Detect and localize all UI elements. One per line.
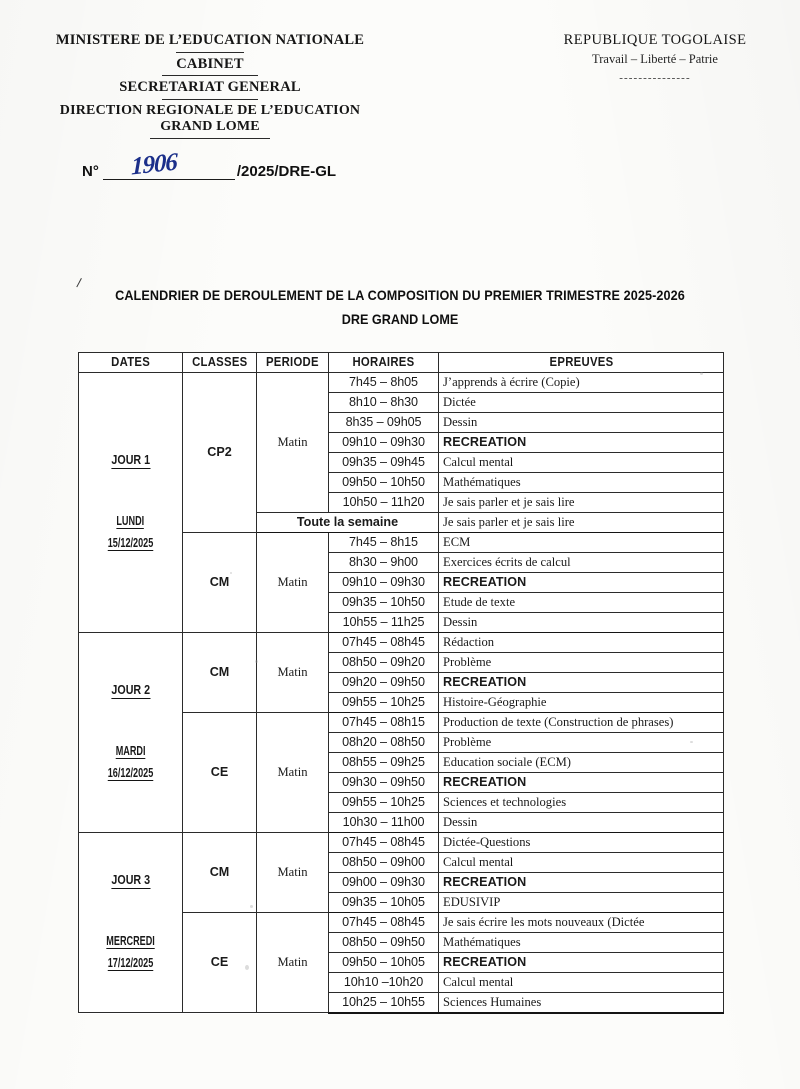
- cell-epreuve: Calcul mental: [439, 853, 724, 873]
- cell-periode: Matin: [257, 373, 329, 513]
- table-body: [79, 373, 724, 1013]
- cell-horaire: 07h45 – 08h45: [329, 913, 439, 933]
- date-value: 17/12/2025: [107, 956, 154, 971]
- date-day-label: LUNDI: [116, 513, 145, 528]
- cell-epreuve: Dessin: [439, 413, 724, 433]
- cell-epreuve: Je sais écrire les mots nouveaux (Dictée: [439, 913, 724, 933]
- date-day-label: MERCREDI: [106, 933, 155, 948]
- date-jour-label: JOUR 1: [111, 454, 150, 469]
- cell-periode: Matin: [257, 633, 329, 713]
- cell-epreuve: Calcul mental: [439, 973, 724, 993]
- cell-horaire: 10h50 – 11h20: [329, 493, 439, 513]
- header-divider-3: [162, 99, 258, 100]
- cell-epreuve: Exercices écrits de calcul: [439, 553, 724, 573]
- cell-dates: [79, 633, 183, 833]
- cell-epreuve: Histoire-Géographie: [439, 693, 724, 713]
- cell-epreuve: Dictée: [439, 393, 724, 413]
- regional-direction-line1: DIRECTION REGIONALE DE L’EDUCATION: [59, 102, 361, 118]
- cell-epreuve: Rédaction: [439, 633, 724, 653]
- cell-horaire: 09h55 – 10h25: [329, 693, 439, 713]
- cell-epreuve: EDUSIVIP: [439, 893, 724, 913]
- cell-horaire: 08h50 – 09h50: [329, 933, 439, 953]
- cell-horaire: 09h20 – 09h50: [329, 673, 439, 693]
- reference-suffix: /2025/DRE-GL: [236, 163, 337, 180]
- scan-speck: [690, 741, 693, 743]
- table-header-row: [79, 353, 724, 373]
- cell-horaire: 09h35 – 09h45: [329, 453, 439, 473]
- scan-speck: [250, 905, 253, 908]
- cell-horaire: 09h35 – 10h50: [329, 593, 439, 613]
- cell-epreuve: Dessin: [439, 813, 724, 833]
- cell-horaire: 09h50 – 10h05: [329, 953, 439, 973]
- cell-periode: Matin: [257, 833, 329, 913]
- column-header-periode: PERIODE: [257, 353, 329, 373]
- header-divider-1: [176, 52, 244, 53]
- table-row: [79, 633, 724, 653]
- date-day-label: MARDI: [115, 743, 146, 758]
- cell-horaire: 09h30 – 09h50: [329, 773, 439, 793]
- table-row: [79, 833, 724, 853]
- cell-horaire: 07h45 – 08h45: [329, 833, 439, 853]
- cell-periode: Matin: [257, 713, 329, 833]
- scan-speck: [245, 965, 249, 970]
- cell-dates: [79, 373, 183, 633]
- cell-horaire: 8h30 – 9h00: [329, 553, 439, 573]
- cell-classe: CM: [183, 833, 257, 913]
- cell-toute-la-semaine: Toute la semaine: [257, 513, 439, 533]
- reference-underline: [103, 179, 235, 180]
- cell-horaire: 7h45 – 8h05: [329, 373, 439, 393]
- cell-epreuve: J’apprends à écrire (Copie): [439, 373, 724, 393]
- cell-epreuve: Production de texte (Construction de phrases): [439, 713, 724, 733]
- column-header-epreuves: EPREUVES: [439, 353, 724, 373]
- date-value: 15/12/2025: [107, 536, 154, 551]
- cell-epreuve: Dictée-Questions: [439, 833, 724, 853]
- scan-speck: [700, 372, 703, 375]
- cell-horaire: 08h50 – 09h20: [329, 653, 439, 673]
- cell-horaire: 09h10 – 09h30: [329, 573, 439, 593]
- secretariat-label: SECRETARIAT GENERAL: [119, 79, 301, 95]
- cell-horaire: 10h30 – 11h00: [329, 813, 439, 833]
- cell-epreuve-recreation: RECREATION: [439, 953, 724, 973]
- column-header-dates: DATES: [79, 353, 183, 373]
- cell-horaire: 8h10 – 8h30: [329, 393, 439, 413]
- date-jour-label: JOUR 3: [111, 874, 150, 889]
- reference-number-slot: [103, 148, 235, 182]
- cell-epreuve: Mathématiques: [439, 473, 724, 493]
- cabinet-label: CABINET: [176, 55, 244, 72]
- cell-horaire: 08h20 – 08h50: [329, 733, 439, 753]
- calendar-table-wrapper: [78, 352, 723, 1014]
- cell-epreuve: Sciences Humaines: [439, 993, 724, 1013]
- cell-epreuve-recreation: RECREATION: [439, 673, 724, 693]
- cell-horaire: 10h10 –10h20: [329, 973, 439, 993]
- cell-horaire: 08h55 – 09h25: [329, 753, 439, 773]
- cell-horaire: 09h50 – 10h50: [329, 473, 439, 493]
- handwritten-reference-number: 1906: [130, 148, 177, 181]
- document-title-block: [0, 288, 800, 327]
- cell-epreuve: Sciences et technologies: [439, 793, 724, 813]
- cell-horaire: 09h00 – 09h30: [329, 873, 439, 893]
- cell-epreuve: ECM: [439, 533, 724, 553]
- cell-epreuve-recreation: RECREATION: [439, 573, 724, 593]
- cell-horaire: 8h35 – 09h05: [329, 413, 439, 433]
- cell-epreuve: Problème: [439, 733, 724, 753]
- page-title: CALENDRIER DE DEROULEMENT DE LA COMPOSITION DU PREMIER TRIMESTRE 2025-2026: [115, 288, 685, 303]
- cell-horaire: 7h45 – 8h15: [329, 533, 439, 553]
- regional-direction-line2: GRAND LOME: [160, 119, 260, 135]
- cell-dates: [79, 833, 183, 1013]
- reference-number-line: [82, 148, 337, 182]
- cell-epreuve-recreation: RECREATION: [439, 433, 724, 453]
- republic-header-block: [530, 32, 780, 83]
- header-divider-2: [162, 75, 258, 76]
- cell-horaire: 09h35 – 10h05: [329, 893, 439, 913]
- dashed-divider: ---------------: [619, 74, 691, 83]
- table-row: [79, 373, 724, 393]
- republic-name: REPUBLIQUE TOGOLAISE: [563, 32, 747, 48]
- cell-horaire: 10h55 – 11h25: [329, 613, 439, 633]
- cell-horaire: 07h45 – 08h15: [329, 713, 439, 733]
- scan-speck: [255, 660, 258, 663]
- column-header-classes: CLASSES: [183, 353, 257, 373]
- cell-horaire: 07h45 – 08h45: [329, 633, 439, 653]
- cell-horaire: 09h55 – 10h25: [329, 793, 439, 813]
- exam-calendar-table: [78, 352, 724, 1014]
- cell-epreuve: Education sociale (ECM): [439, 753, 724, 773]
- cell-periode: Matin: [257, 533, 329, 633]
- cell-horaire: 10h25 – 10h55: [329, 993, 439, 1013]
- cell-classe: CE: [183, 713, 257, 833]
- column-header-horaires: HORAIRES: [329, 353, 439, 373]
- reference-prefix: N°: [82, 163, 99, 180]
- scan-speck: [230, 572, 232, 574]
- cell-classe: CP2: [183, 373, 257, 533]
- cell-classe: CM: [183, 633, 257, 713]
- cell-epreuve: Je sais parler et je sais lire: [439, 493, 724, 513]
- cell-epreuve-recreation: RECREATION: [439, 773, 724, 793]
- cell-classe: CE: [183, 913, 257, 1013]
- page-subtitle: DRE GRAND LOME: [341, 312, 459, 327]
- header-divider-4: [150, 138, 270, 139]
- date-jour-label: JOUR 2: [111, 684, 150, 699]
- table-head: [79, 353, 724, 373]
- cell-epreuve: Dessin: [439, 613, 724, 633]
- cell-epreuve: Calcul mental: [439, 453, 724, 473]
- cell-horaire: 09h10 – 09h30: [329, 433, 439, 453]
- cell-epreuve: Etude de texte: [439, 593, 724, 613]
- cell-epreuve: Je sais parler et je sais lire: [439, 513, 724, 533]
- cell-horaire: 08h50 – 09h00: [329, 853, 439, 873]
- date-value: 16/12/2025: [107, 766, 154, 781]
- national-motto: Travail – Liberté – Patrie: [592, 52, 718, 66]
- cell-periode: Matin: [257, 913, 329, 1013]
- ministry-name: MINISTERE DE L’EDUCATION NATIONALE: [55, 32, 365, 48]
- cell-epreuve: Problème: [439, 653, 724, 673]
- cell-epreuve: Mathématiques: [439, 933, 724, 953]
- ministry-header-block: [30, 32, 390, 142]
- cell-classe: CM: [183, 533, 257, 633]
- cell-epreuve-recreation: RECREATION: [439, 873, 724, 893]
